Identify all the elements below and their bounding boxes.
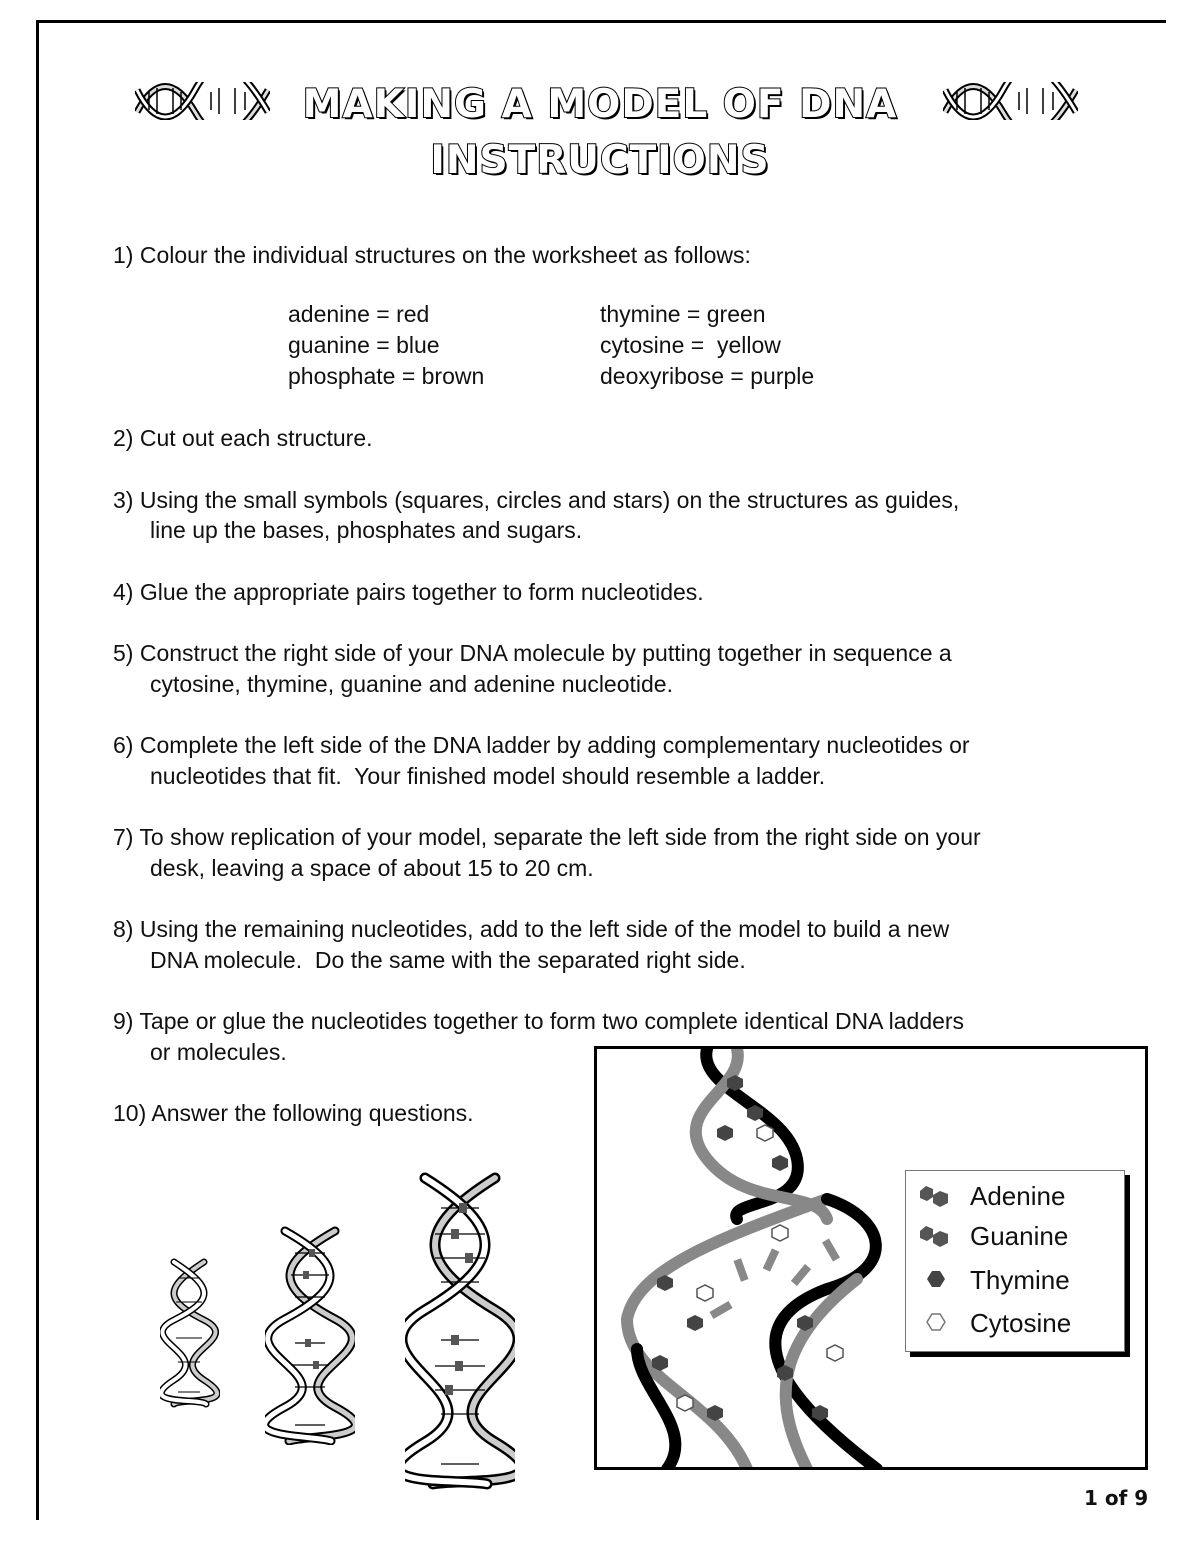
colour-key-item: guanine = blue <box>288 332 440 358</box>
step-7: 7) To show replication of your model, separate the left side from the right side on your <box>113 824 981 850</box>
step-6-continued: nucleotides that fit. Your finished model should resemble a ladder. <box>150 763 826 789</box>
step-4: 4) Glue the appropriate pairs together to form nucleotides. <box>113 579 704 605</box>
step-3-continued: line up the bases, phosphates and sugars. <box>150 517 583 543</box>
colour-key-item: cytosine = yellow <box>600 332 781 358</box>
colour-key-item: thymine = green <box>600 301 766 327</box>
step-9-continued: or molecules. <box>150 1039 287 1065</box>
step-1: 1) Colour the individual structures on the worksheet as follows: <box>113 242 751 268</box>
step-8-continued: DNA molecule. Do the same with the separated right side. <box>150 947 746 973</box>
figure-legend <box>905 1170 1125 1352</box>
page-subtitle: INSTRUCTIONS <box>430 138 770 183</box>
step-5-continued: cytosine, thymine, guanine and adenine nucleotide. <box>150 671 673 697</box>
step-2: 2) Cut out each structure. <box>113 425 373 451</box>
hexagon-outline-icon <box>918 1310 956 1338</box>
legend-label: Cytosine <box>970 1308 1072 1338</box>
step-10: 10) Answer the following questions. <box>113 1100 474 1126</box>
legend-label: Adenine <box>970 1181 1066 1211</box>
hexagon-dark-icon <box>918 1267 956 1295</box>
dna-helix-medium-illustration <box>265 1225 355 1445</box>
page-title: MAKING A MODEL OF DNA <box>302 82 898 127</box>
colour-key-right <box>600 299 814 392</box>
legend-label: Thymine <box>970 1265 1070 1295</box>
double-hexagon-dark-icon <box>918 1223 956 1251</box>
step-7-continued: desk, leaving a space of about 15 to 20 cm. <box>150 855 594 881</box>
page-frame-top <box>36 20 1166 23</box>
legend-label: Guanine <box>970 1221 1069 1251</box>
step-5: 5) Construct the right side of your DNA molecule by putting together in sequence a <box>113 640 952 666</box>
colour-key-item: phosphate = brown <box>288 363 485 389</box>
dna-helix-small-illustration <box>160 1258 220 1408</box>
page-number: 1 of 9 <box>1084 1486 1149 1510</box>
page-frame-left <box>36 20 39 1520</box>
step-9: 9) Tape or glue the nucleotides together to form two complete identical DNA ladders <box>113 1008 965 1034</box>
colour-key-item: adenine = red <box>288 301 430 327</box>
dna-helix-large-illustration <box>405 1172 515 1490</box>
step-6: 6) Complete the left side of the DNA ladder by adding complementary nucleotides or <box>113 732 970 758</box>
step-8: 8) Using the remaining nucleotides, add to the left side of the model to build a new <box>113 916 950 942</box>
step-3: 3) Using the small symbols (squares, circles and stars) on the structures as guides, <box>113 487 960 513</box>
colour-key-left <box>288 299 484 392</box>
colour-key-item: deoxyribose = purple <box>600 363 815 389</box>
double-hexagon-dark-icon <box>918 1183 956 1211</box>
